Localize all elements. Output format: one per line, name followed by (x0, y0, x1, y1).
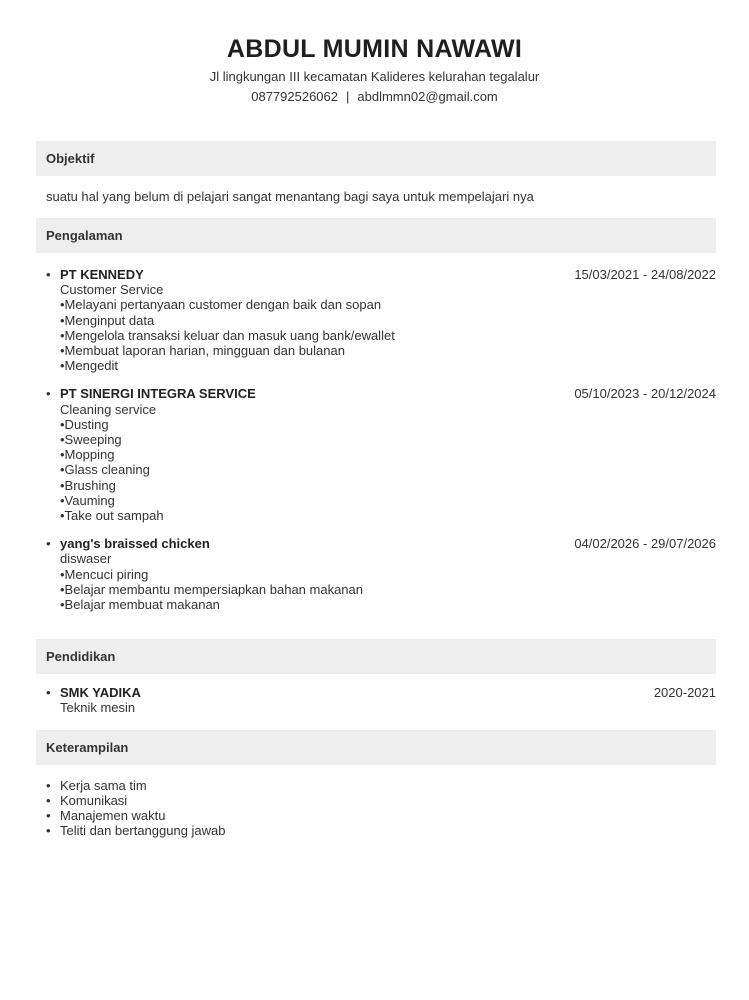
section-heading-experience: Pengalaman (36, 218, 716, 253)
bullet: • (46, 536, 51, 552)
employment-dates: 05/10/2023 - 20/12/2024 (574, 386, 716, 402)
company-name: yang's braissed chicken (60, 536, 210, 552)
job-detail: •Belajar membantu mempersiapkan bahan makanan (60, 581, 363, 597)
employment-dates: 04/02/2026 - 29/07/2026 (574, 536, 716, 552)
job-detail: •Menginput data (60, 312, 155, 328)
section-heading-education: Pendidikan (36, 639, 716, 674)
job-detail: •Take out sampah (60, 508, 164, 524)
contact-separator: | (346, 89, 350, 104)
job-detail: •Vauming (60, 492, 115, 508)
job-detail: •Mencuci piring (60, 566, 149, 582)
major: Teknik mesin (60, 700, 136, 716)
company-name: PT KENNEDY (60, 267, 144, 282)
bullet: • (46, 267, 51, 282)
section-heading-objective: Objektif (36, 141, 716, 176)
experience-entry (46, 267, 716, 373)
skill-item: • Manajemen waktu (46, 808, 749, 823)
company-name: PT SINERGI INTEGRA SERVICE (60, 386, 256, 402)
bullet: • (46, 685, 51, 701)
bullet: • (46, 386, 51, 402)
email-address: abdlmmn02@gmail.com (357, 89, 498, 104)
skills-list (46, 778, 749, 838)
education-years: 2020-2021 (653, 685, 716, 701)
job-detail: •Glass cleaning (60, 462, 150, 478)
job-detail: •Mengelola transaksi keluar dan masuk uang bank/ewallet (60, 327, 395, 343)
employment-dates: 15/03/2021 - 24/08/2022 (574, 267, 716, 282)
section-heading-skills: Keterampilan (36, 730, 716, 765)
job-detail: •Mengedit (60, 358, 119, 374)
objective-text: suatu hal yang belum di pelajari sangat menantang bagi saya untuk mempelajari nya (46, 189, 534, 204)
experience-entry (46, 536, 716, 612)
contact-line (0, 88, 749, 106)
job-detail: •Belajar membuat makanan (60, 597, 220, 613)
experience-entry (46, 386, 716, 523)
job-detail: •Dusting (60, 416, 109, 432)
job-detail: •Brushing (60, 477, 116, 493)
job-role: diswaser (60, 551, 112, 567)
job-role: Customer Service (60, 282, 164, 298)
education-entry (46, 685, 716, 715)
phone-number: 087792526062 (251, 89, 338, 104)
person-name: ABDUL MUMIN NAWAWI (226, 35, 523, 63)
job-role: Cleaning service (60, 401, 157, 417)
school-name: SMK YADIKA (60, 685, 141, 701)
job-detail: •Mopping (60, 447, 115, 463)
skill-item: • Komunikasi (46, 793, 749, 808)
address: Jl lingkungan III kecamatan Kalideres kelurahan tegalalur (209, 69, 540, 84)
job-detail: •Membuat laporan harian, mingguan dan bulanan (60, 343, 345, 359)
skill-item: • Kerja sama tim (46, 778, 749, 793)
job-detail: •Melayani pertanyaan customer dengan baik dan sopan (60, 297, 382, 313)
resume-header (0, 0, 749, 106)
job-detail: •Sweeping (60, 432, 122, 448)
skill-item: • Teliti dan bertanggung jawab (46, 823, 749, 838)
